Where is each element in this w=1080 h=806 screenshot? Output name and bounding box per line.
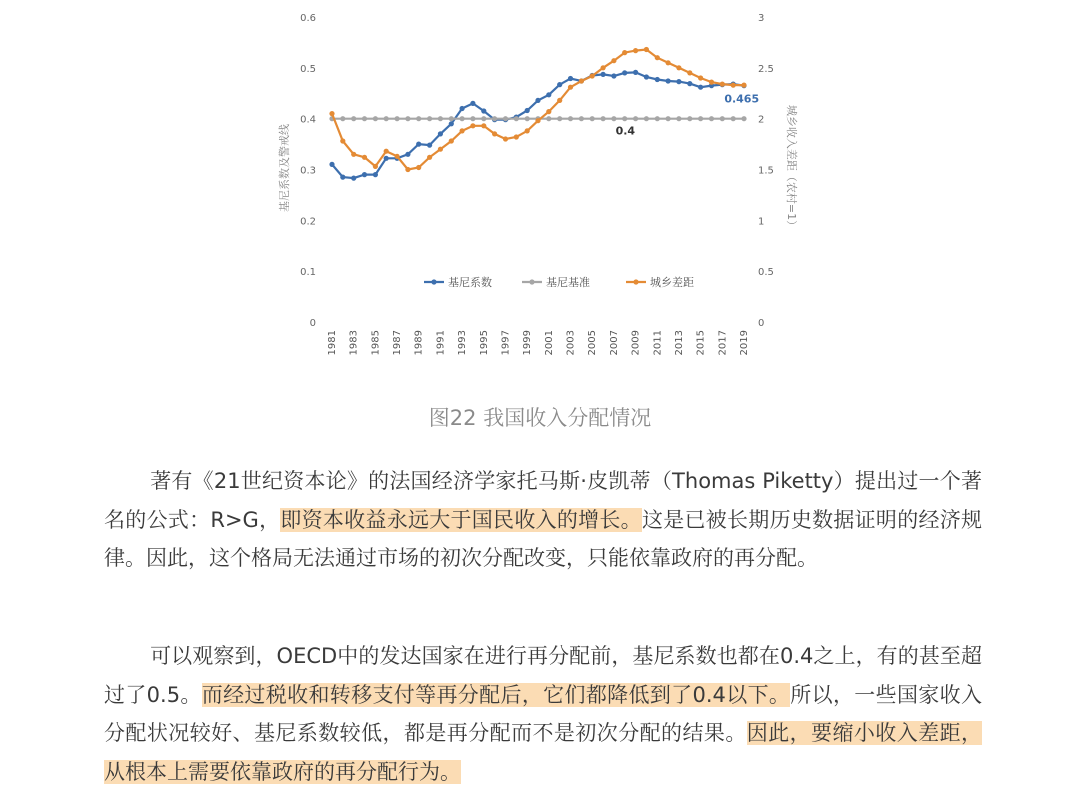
data-point [362,116,367,121]
data-point [395,116,400,121]
data-point [503,136,508,141]
data-point [535,98,540,103]
para1-text-before: 著有《21世纪资本论》的法国经济学家托马斯·皮凯蒂（Thomas Piketty）提出过一个著名的公式：R>G， [104,469,982,532]
data-point [590,73,595,78]
data-point [351,176,356,181]
legend-label: 基尼基准 [546,276,590,289]
data-point [698,85,703,90]
data-point [622,116,627,121]
data-point [340,116,345,121]
data-point [329,111,334,116]
data-point [709,116,714,121]
para2-highlight-1: 而经过税收和转移支付等再分配后，它们都降低到了0.4以下。 [201,682,791,707]
x-tick-label: 1985 [370,330,382,356]
data-point [438,131,443,136]
data-point [427,116,432,121]
x-tick-label: 2019 [739,330,750,356]
data-point [655,55,660,60]
data-point [525,108,530,113]
series-line [332,50,744,170]
data-point [633,48,638,53]
data-point [373,164,378,169]
data-point [525,116,530,121]
data-point [416,165,421,170]
data-point [633,70,638,75]
x-tick-label: 1991 [435,330,447,356]
left-axis-label: 基尼系数及警戒线 [278,124,291,212]
data-point [655,77,660,82]
data-point [416,116,421,121]
data-point [546,109,551,114]
left-tick-label: 0.6 [300,13,316,24]
data-point [741,116,746,121]
left-tick-label: 0 [309,318,316,329]
data-point [644,116,649,121]
data-point [470,101,475,106]
data-point [579,78,584,83]
x-tick-label: 1997 [500,330,512,356]
annotations [616,93,760,138]
data-point [698,116,703,121]
data-point [384,116,389,121]
data-point [720,82,725,87]
legend [424,275,694,289]
x-tick-label: 2003 [565,330,577,356]
data-point [611,73,616,78]
data-point [687,116,692,121]
left-tick-label: 0.2 [300,216,316,228]
data-point [470,123,475,128]
paragraph-1 [104,462,982,578]
data-point [395,154,400,159]
data-point [514,116,519,121]
data-point [460,128,465,133]
data-point [514,134,519,139]
data-point [644,47,649,52]
para2-text-middle: 所以，一些国家收入分配状况较好、基尼系数较低，都是再分配而不是初次分配的结果。 [104,682,982,745]
data-point [438,116,443,121]
legend-label: 城乡差距 [650,276,694,289]
para1-text-after: 这是已被长期历史数据证明的经济规律。因此，这个格局无法通过市场的初次分配改变，只能依靠政府的再分配。 [104,507,983,570]
left-tick-label: 0.4 [300,114,316,126]
x-tick-label: 2013 [673,330,685,356]
data-point [340,138,345,143]
data-point [481,108,486,113]
legend-label: 基尼系数 [448,276,492,289]
annotation-label: 0.4 [615,124,636,138]
series-line [332,72,744,178]
x-tick-label: 1999 [522,330,534,356]
data-point [373,172,378,177]
left-tick-label: 0.3 [300,165,316,177]
data-point [470,116,475,121]
x-tick-label: 2015 [695,330,707,356]
data-point [384,156,389,161]
data-point [557,98,562,103]
data-point [405,152,410,157]
para2-highlight-2: 因此，要缩小收入差距，从根本上需要依靠政府的再分配行为。 [104,721,982,784]
data-point [731,83,736,88]
data-point [557,82,562,87]
annotation-label: 0.465 [724,92,760,106]
data-point [492,131,497,136]
data-point [449,121,454,126]
data-point [720,116,725,121]
data-point [427,155,432,160]
right-tick-label: 2.5 [758,63,774,75]
legend-marker [633,279,638,284]
x-axis-ticks [327,330,750,355]
data-point [644,74,649,79]
x-tick-label: 1983 [348,330,360,356]
data-point [611,116,616,121]
data-point [546,116,551,121]
right-axis-label: 城乡收入差距（农村=1） [785,104,798,232]
x-tick-label: 1995 [478,330,490,356]
right-tick-label: 0 [758,318,765,329]
data-point [438,147,443,152]
data-point [731,116,736,121]
data-point [384,149,389,154]
right-tick-label: 2 [758,114,765,126]
figure-caption: 图22 我国收入分配情况 [428,406,652,430]
series-layer [329,47,746,181]
right-tick-label: 0.5 [758,267,774,279]
data-point [427,143,432,148]
data-point [405,167,410,172]
data-point [601,116,606,121]
data-point [405,116,410,121]
x-tick-label: 1993 [457,330,469,356]
data-point [373,116,378,121]
right-tick-label: 3 [758,13,765,24]
data-point [666,116,671,121]
data-point [568,116,573,121]
x-tick-label: 2011 [652,330,664,356]
x-tick-label: 1981 [327,330,338,356]
legend-marker [529,279,534,284]
data-point [362,172,367,177]
x-tick-label: 2017 [717,330,729,356]
data-point [622,50,627,55]
data-point [362,155,367,160]
x-tick-label: 1989 [413,330,425,356]
x-tick-label: 2007 [608,330,620,356]
data-point [622,70,627,75]
data-point [535,118,540,123]
data-point [676,65,681,70]
data-point [666,78,671,83]
data-point [655,116,660,121]
data-point [698,75,703,80]
data-point [525,128,530,133]
data-point [460,116,465,121]
data-point [633,116,638,121]
data-point [329,162,334,167]
data-point [449,138,454,143]
data-point [579,116,584,121]
data-point [590,116,595,121]
data-point [676,79,681,84]
data-point [492,116,497,121]
data-point [568,85,573,90]
data-point [351,152,356,157]
data-point [351,116,356,121]
data-point [481,123,486,128]
data-point [709,80,714,85]
data-point [676,116,681,121]
para2-text-before: 可以观察到，OECD中的发达国家在进行再分配前，基尼系数也都在0.4之上，有的甚至超过了0.5。 [104,644,982,707]
data-point [666,60,671,65]
data-point [741,83,746,88]
data-point [557,116,562,121]
legend-marker [431,279,436,284]
data-point [601,65,606,70]
data-point [503,116,508,121]
left-axis-ticks [300,13,316,329]
data-point [481,116,486,121]
x-tick-label: 2005 [587,330,599,356]
para1-highlight: 即资本收益永远大于国民收入的增长。 [280,507,642,532]
data-point [416,142,421,147]
right-tick-label: 1.5 [758,165,774,177]
data-point [546,92,551,97]
income-distribution-chart [0,0,1080,395]
data-point [568,76,573,81]
right-tick-label: 1 [758,216,765,228]
left-tick-label: 0.5 [300,63,316,75]
data-point [687,70,692,75]
x-tick-label: 1987 [392,330,404,356]
data-point [449,116,454,121]
x-tick-label: 2009 [630,330,642,356]
data-point [601,72,606,77]
data-point [687,81,692,86]
left-tick-label: 0.1 [300,267,316,279]
x-tick-label: 2001 [543,330,555,356]
right-axis-ticks [758,13,774,329]
data-point [460,106,465,111]
data-point [340,175,345,180]
paragraph-2 [104,637,982,791]
data-point [611,58,616,63]
